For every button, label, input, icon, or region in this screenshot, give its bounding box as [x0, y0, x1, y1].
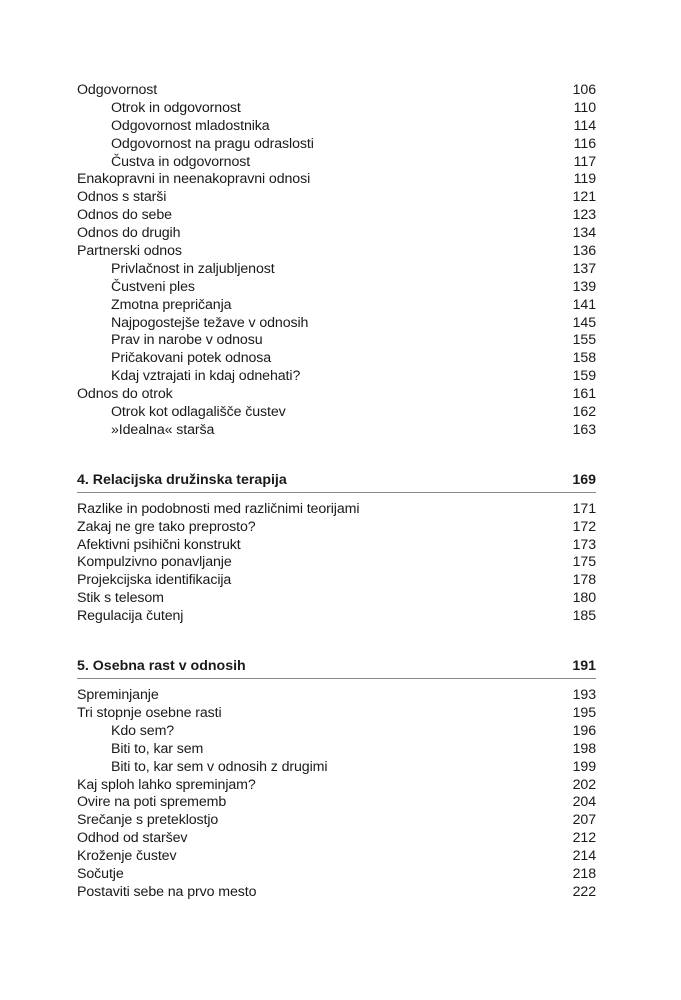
toc-entry-page: 222 [572, 883, 596, 900]
toc-entry[interactable] [77, 332, 596, 350]
toc-entry-title: Projekcijska identifikacija [77, 572, 232, 589]
toc-entry-page: 204 [572, 794, 596, 811]
toc-entry[interactable] [77, 368, 596, 386]
toc-entry[interactable] [77, 830, 596, 848]
toc-entry-title: Otrok kot odlagališče čustev [111, 404, 286, 421]
toc-entry-title: Otrok in odgovornost [111, 99, 241, 116]
toc-entry[interactable] [77, 777, 596, 795]
toc-entry[interactable] [77, 350, 596, 368]
toc-entry[interactable] [77, 705, 596, 723]
toc-entry-title: Pričakovani potek odnosa [111, 350, 272, 367]
toc-entry[interactable] [77, 866, 596, 884]
toc-entry-page: 171 [572, 500, 596, 517]
toc-entry-title: Kdaj vztrajati in kdaj odnehati? [111, 368, 301, 385]
toc-entry[interactable] [77, 723, 596, 741]
toc-entry-page: 114 [573, 117, 596, 134]
toc-entry[interactable] [77, 100, 596, 118]
toc-entry-title: Kompulzivno ponavljanje [77, 554, 232, 571]
toc-entry-title: Kdo sem? [111, 722, 175, 739]
chapter-4 [77, 469, 596, 626]
toc-entry[interactable] [77, 171, 596, 189]
chapter-page-number: 191 [572, 658, 596, 675]
toc-entry-page: 119 [573, 171, 596, 188]
toc-entry[interactable] [77, 207, 596, 225]
toc-entry-page: 121 [572, 189, 596, 206]
toc-entry-title: Kroženje čustev [77, 848, 177, 865]
toc-entry[interactable] [77, 572, 596, 590]
toc-list [77, 501, 596, 626]
toc-entry-page: 185 [572, 608, 596, 625]
toc-entry-title: Razlike in podobnosti med različnimi teorijami [77, 500, 360, 517]
toc-entry-page: 198 [572, 740, 596, 757]
toc-entry-title: Biti to, kar sem v odnosih z drugimi [111, 758, 328, 775]
chapter-heading[interactable] [77, 655, 596, 679]
toc-entry[interactable] [77, 118, 596, 136]
toc-entry-page: 199 [572, 758, 596, 775]
toc-entry-page: 180 [572, 590, 596, 607]
toc-entry[interactable] [77, 225, 596, 243]
toc-entry[interactable] [77, 519, 596, 537]
toc-entry-page: 116 [573, 135, 596, 152]
toc-entry[interactable] [77, 501, 596, 519]
chapter-5 [77, 655, 596, 902]
toc-entry-title: Ovire na poti sprememb [77, 794, 227, 811]
toc-entry-page: 145 [572, 314, 596, 331]
toc-entry-title: »Idealna« starša [111, 421, 215, 438]
toc-entry-title: Kaj sploh lahko spreminjam? [77, 776, 256, 793]
toc-entry[interactable] [77, 759, 596, 777]
toc-entry-page: 162 [572, 404, 596, 421]
toc-entry[interactable] [77, 794, 596, 812]
toc-entry-page: 106 [572, 82, 596, 98]
toc-entry[interactable] [77, 243, 596, 261]
toc-entry-page: 158 [572, 350, 596, 367]
table-of-contents [77, 82, 596, 902]
toc-entry-title: Postaviti sebe na prvo mesto [77, 883, 257, 900]
toc-entry[interactable] [77, 136, 596, 154]
toc-entry[interactable] [77, 261, 596, 279]
toc-entry[interactable] [77, 422, 596, 440]
toc-entry-title: Sočutje [77, 865, 124, 882]
toc-entry-title: Srečanje s preteklostjo [77, 812, 219, 829]
toc-entry[interactable] [77, 297, 596, 315]
toc-entry[interactable] [77, 687, 596, 705]
toc-entry[interactable] [77, 884, 596, 902]
toc-entry-title: Odgovornost na pragu odraslosti [111, 135, 314, 152]
toc-entry[interactable] [77, 404, 596, 422]
toc-entry-title: Zakaj ne gre tako preprosto? [77, 518, 256, 535]
toc-entry-page: 195 [572, 704, 596, 721]
toc-entry[interactable] [77, 386, 596, 404]
toc-entry-page: 214 [572, 848, 596, 865]
toc-entry-page: 172 [572, 518, 596, 535]
toc-entry-title: Odhod od staršev [77, 830, 188, 847]
chapter-title: 4. Relacijska družinska terapija [77, 471, 287, 488]
toc-entry-title: Odnos do otrok [77, 386, 173, 403]
toc-entry-title: Odnos do drugih [77, 225, 181, 242]
toc-entry-page: 110 [573, 99, 596, 116]
toc-entry-title: Najpogostejše težave v odnosih [111, 314, 309, 331]
section-continued [77, 82, 596, 440]
chapter-title: 5. Osebna rast v odnosih [77, 658, 246, 675]
toc-entry-title: Čustva in odgovornost [111, 153, 251, 170]
toc-entry-title: Spreminjanje [77, 687, 159, 704]
toc-entry[interactable] [77, 741, 596, 759]
toc-entry-title: Tri stopnje osebne rasti [77, 704, 222, 721]
toc-entry-page: 207 [572, 812, 596, 829]
toc-entry-page: 139 [572, 278, 596, 295]
toc-entry-page: 123 [572, 207, 596, 224]
toc-entry-title: Regulacija čutenj [77, 608, 184, 625]
toc-entry[interactable] [77, 848, 596, 866]
toc-entry-page: 134 [572, 225, 596, 242]
toc-entry-page: 193 [572, 687, 596, 704]
toc-entry-title: Zmotna prepričanja [111, 296, 232, 313]
toc-entry-title: Partnerski odnos [77, 243, 182, 260]
toc-entry-title: Biti to, kar sem [111, 740, 204, 757]
toc-entry-page: 212 [572, 830, 596, 847]
toc-entry[interactable] [77, 590, 596, 608]
toc-entry-page: 155 [572, 332, 596, 349]
toc-entry-page: 178 [572, 572, 596, 589]
toc-entry-page: 161 [572, 386, 596, 403]
toc-entry-title: Odnos s starši [77, 189, 167, 206]
toc-entry-page: 137 [572, 260, 596, 277]
toc-entry-title: Enakopravni in neenakopravni odnosi [77, 171, 311, 188]
toc-entry-page: 173 [572, 536, 596, 553]
toc-entry-title: Prav in narobe v odnosu [111, 332, 263, 349]
toc-entry-page: 218 [572, 865, 596, 882]
toc-list [77, 687, 596, 902]
toc-entry-title: Stik s telesom [77, 590, 164, 607]
toc-entry[interactable] [77, 812, 596, 830]
toc-entry-page: 163 [572, 421, 596, 438]
chapter-page-number: 169 [572, 471, 596, 488]
toc-entry-page: 141 [572, 296, 596, 313]
toc-entry-title: Afektivni psihični konstrukt [77, 536, 241, 553]
toc-entry[interactable] [77, 537, 596, 555]
toc-entry-page: 117 [573, 153, 596, 170]
toc-entry-page: 202 [572, 776, 596, 793]
toc-entry-title: Privlačnost in zaljubljenost [111, 260, 275, 277]
toc-entry-title: Odnos do sebe [77, 207, 172, 224]
toc-entry[interactable] [77, 279, 596, 297]
toc-entry-page: 175 [572, 554, 596, 571]
toc-entry-page: 159 [572, 368, 596, 385]
toc-entry-title: Čustveni ples [111, 278, 195, 295]
toc-entry-title: Odgovornost [77, 82, 158, 98]
toc-entry-page: 136 [572, 243, 596, 260]
toc-entry[interactable] [77, 608, 596, 626]
toc-entry-title: Odgovornost mladostnika [111, 117, 270, 134]
chapter-heading[interactable] [77, 469, 596, 493]
toc-entry-page: 196 [572, 722, 596, 739]
toc-entry[interactable] [77, 154, 596, 172]
toc-entry[interactable] [77, 82, 596, 100]
toc-entry[interactable] [77, 189, 596, 207]
toc-entry[interactable] [77, 315, 596, 333]
toc-list [77, 82, 596, 440]
toc-entry[interactable] [77, 554, 596, 572]
